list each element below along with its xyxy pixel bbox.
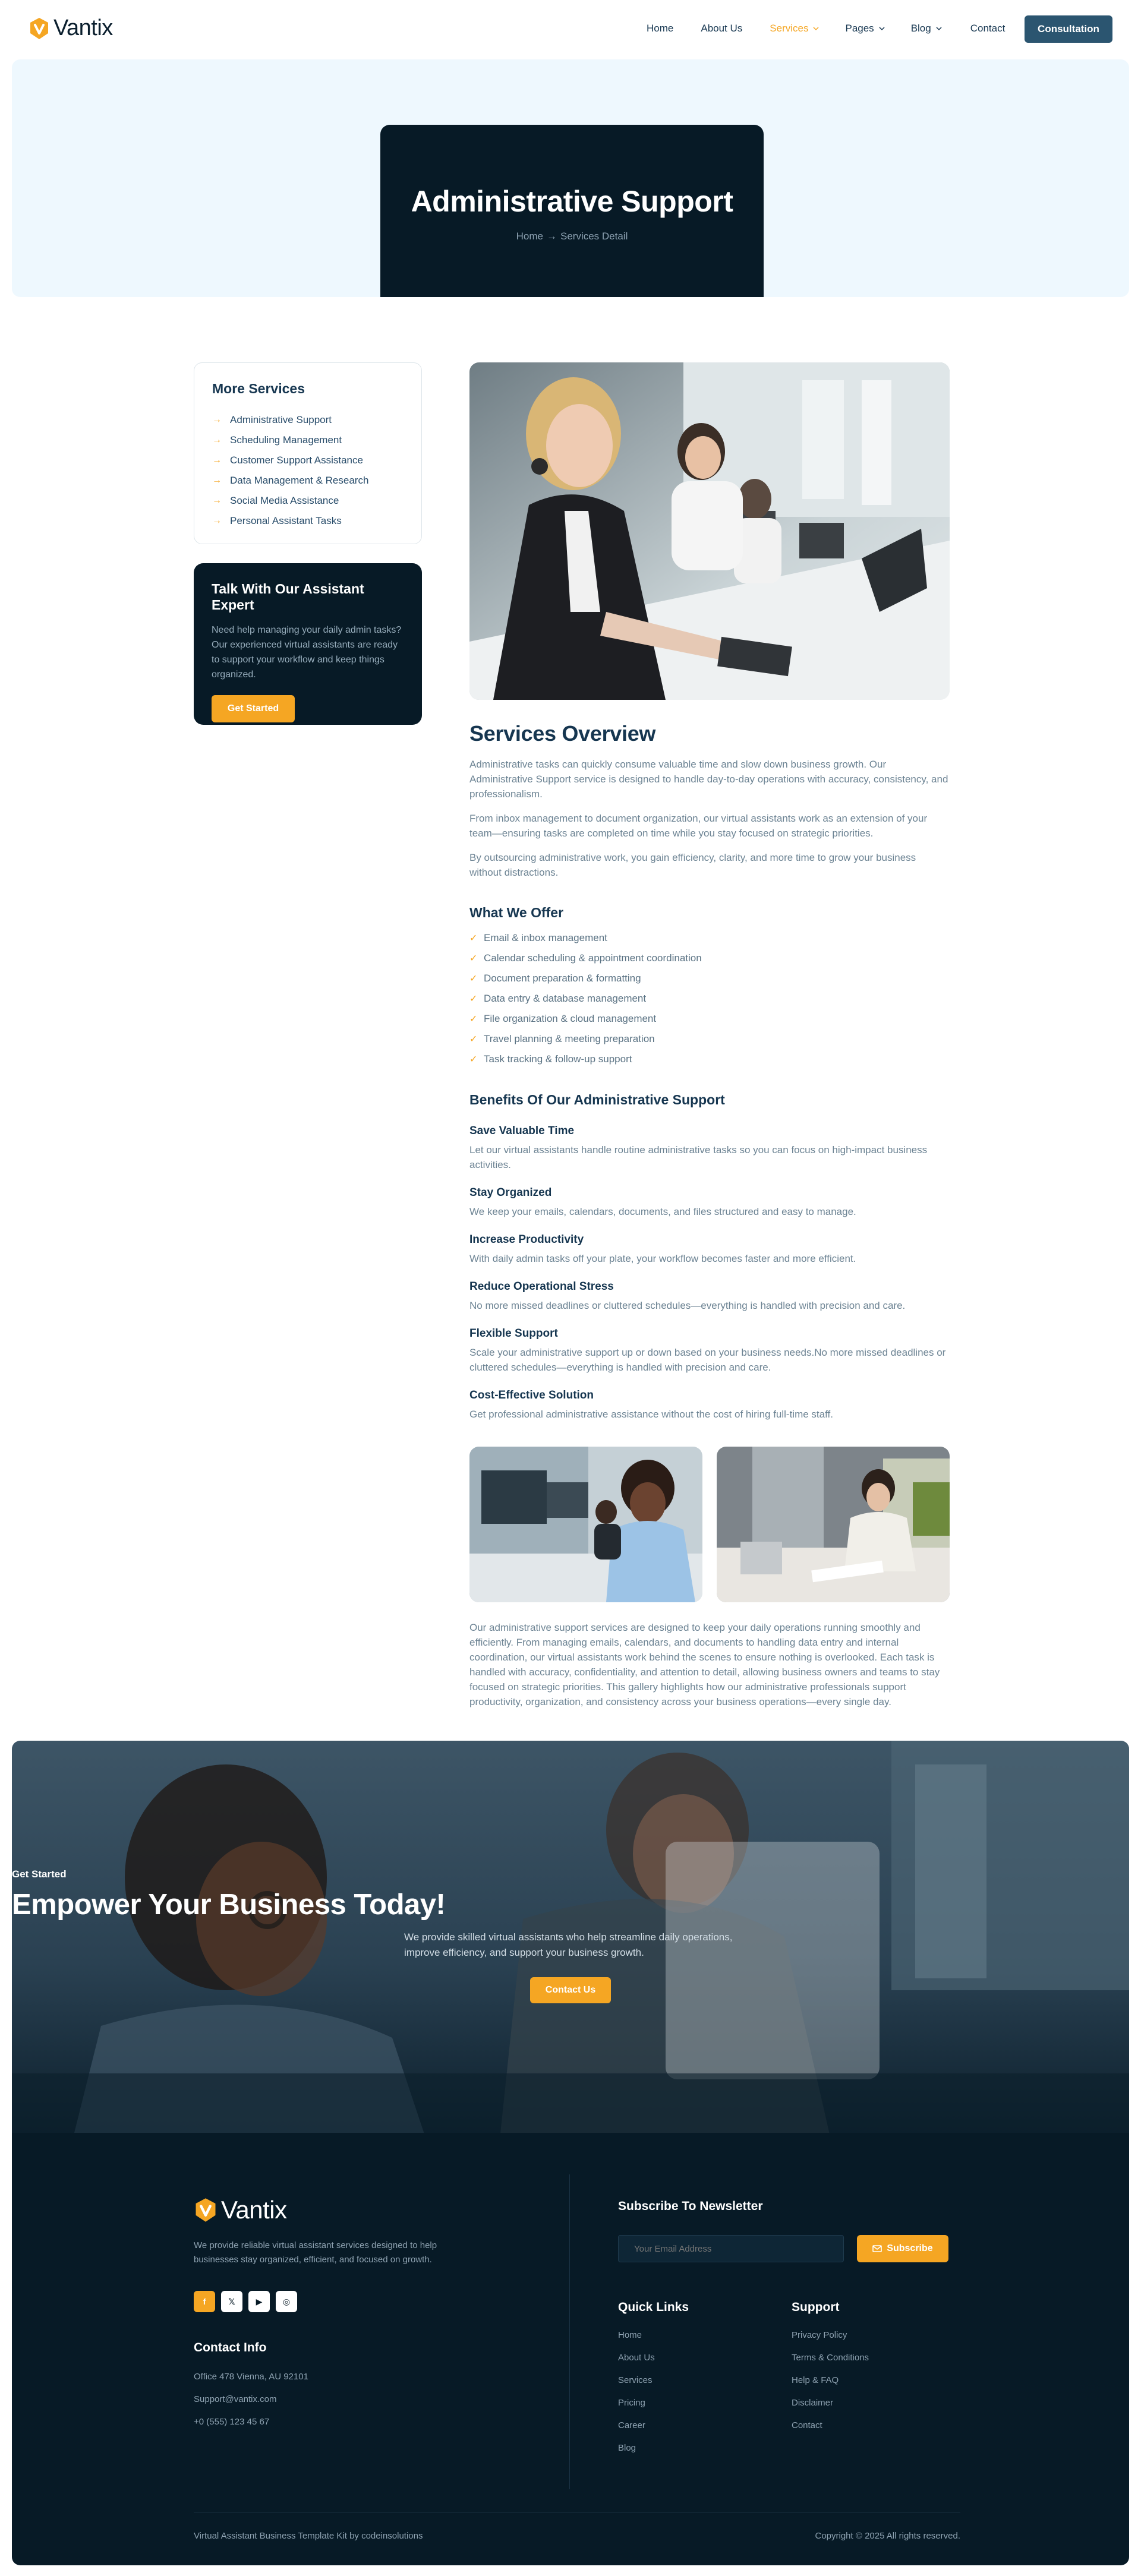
footer-divider [569, 2174, 570, 2489]
nav-label: Services [770, 23, 809, 34]
sidebar-item-customer-support[interactable] [212, 450, 404, 471]
footer-link-services[interactable]: Services [618, 2375, 653, 2385]
benefit-text: Get professional administrative assistance without the cost of hiring full-time staff. [469, 1409, 833, 1420]
footer-credit: Virtual Assistant Business Template Kit by codeinsolutions [194, 2531, 423, 2541]
sidebar-item-label: Social Media Assistance [230, 495, 339, 506]
nav-label: Home [647, 23, 674, 34]
offer-label: Email & inbox management [484, 932, 607, 943]
offer-label: Calendar scheduling & appointment coordination [484, 952, 702, 964]
contact-phone[interactable]: +0 (555) 123 45 67 [194, 2417, 270, 2427]
service-detail-content [469, 362, 950, 1709]
offer-label: Task tracking & follow-up support [484, 1053, 632, 1065]
offer-list [469, 928, 950, 1069]
cta-banner [12, 1741, 1129, 2145]
contact-info-title: Contact Info [194, 2341, 267, 2354]
expert-card [194, 563, 422, 725]
logo-text: Vantix [53, 15, 113, 40]
logo-shield-icon [194, 2197, 218, 2223]
nav-home[interactable] [647, 23, 673, 34]
benefit-text: Scale your administrative support up or down based on your business needs.No more missed deadlines or cluttered schedules—everything is handled with precision and care. [469, 1347, 946, 1373]
check-icon: ✓ [469, 954, 478, 964]
page-title: Administrative Support [411, 185, 733, 218]
offer-label: Travel planning & meeting preparation [484, 1033, 655, 1044]
chevron-down-icon [935, 24, 943, 33]
nav-label: Blog [910, 23, 931, 34]
benefit-title: Reduce Operational Stress [469, 1280, 614, 1293]
benefit-title: Flexible Support [469, 1327, 558, 1340]
footer-link-blog[interactable]: Blog [618, 2443, 636, 2453]
footer-link-terms[interactable]: Terms & Conditions [792, 2353, 869, 2363]
benefits-title: Benefits Of Our Administrative Support [469, 1092, 725, 1107]
chevron-down-icon [812, 24, 820, 33]
arrow-right-icon: → [212, 495, 222, 506]
offer-label: File organization & cloud management [484, 1013, 657, 1024]
footer-link-disclaimer[interactable]: Disclaimer [792, 2398, 834, 2408]
arrow-right-icon: → [212, 415, 222, 425]
benefits-list [469, 1125, 950, 1422]
check-icon: ✓ [469, 933, 478, 943]
site-footer [12, 2133, 1129, 2565]
call-center-illustration [469, 1447, 702, 1602]
contact-email[interactable]: Support@vantix.com [194, 2394, 277, 2404]
subscribe-label: Subscribe [887, 2243, 933, 2253]
get-started-button[interactable]: Get Started [212, 695, 295, 722]
breadcrumb-home[interactable]: Home [516, 231, 543, 242]
sidebar-item-label: Customer Support Assistance [230, 454, 363, 466]
footer-logo[interactable] [194, 2196, 287, 2224]
footer-link-privacy[interactable]: Privacy Policy [792, 2330, 847, 2340]
nav-blog[interactable] [911, 23, 943, 34]
youtube-icon[interactable]: ▶ [248, 2291, 270, 2312]
x-twitter-icon[interactable]: 𝕏 [221, 2291, 242, 2312]
breadcrumb [380, 231, 764, 242]
office-desk-illustration [717, 1447, 950, 1602]
list-item [469, 1049, 950, 1069]
offer-label: Document preparation & formatting [484, 973, 641, 984]
arrow-right-icon: → [212, 516, 222, 526]
benefit-title: Cost-Effective Solution [469, 1389, 594, 1401]
footer-link-home[interactable]: Home [618, 2330, 642, 2340]
sidebar-item-label: Scheduling Management [230, 434, 342, 446]
footer-link-pricing[interactable]: Pricing [618, 2398, 645, 2408]
offer-title: What We Offer [469, 905, 564, 920]
footer-link-contact[interactable]: Contact [792, 2420, 822, 2430]
nav-services[interactable] [770, 23, 820, 34]
site-header [0, 0, 1141, 59]
check-icon: ✓ [469, 974, 478, 984]
overview-paragraph: From inbox management to document organization, our virtual assistants work as an extension of your team—ensuring tasks are completed on time while you stay focused on strategic priorities. [469, 813, 928, 839]
hero-title-card [380, 125, 764, 297]
footer-copyright: Copyright © 2025 All rights reserved. [815, 2531, 960, 2541]
office-workers-illustration [469, 362, 950, 700]
expert-title: Talk With Our Assistant Expert [212, 581, 364, 613]
logo-shield-icon [29, 17, 50, 40]
footer-link-help[interactable]: Help & FAQ [792, 2375, 839, 2385]
list-item [469, 1009, 950, 1029]
benefit-text: Let our virtual assistants handle routine administrative tasks so you can focus on high-impact business activities. [469, 1144, 928, 1170]
nav-pages[interactable] [845, 23, 885, 34]
newsletter-email-input[interactable] [618, 2235, 844, 2262]
list-item [469, 928, 950, 948]
overview-paragraph: By outsourcing administrative work, you gain efficiency, clarity, and more time to grow your business without distractions. [469, 852, 916, 878]
nav-label: Contact [970, 23, 1006, 34]
benefit-title: Increase Productivity [469, 1233, 584, 1246]
benefit-text: No more missed deadlines or cluttered schedules—everything is handled with precision and care. [469, 1300, 906, 1311]
list-item [469, 1029, 950, 1049]
sidebar-item-personal-assistant[interactable] [212, 511, 404, 531]
list-item [469, 948, 950, 968]
arrow-right-icon: → [212, 475, 222, 485]
social-links [194, 2291, 297, 2312]
footer-link-career[interactable]: Career [618, 2420, 645, 2430]
site-logo[interactable] [29, 15, 113, 41]
overview-paragraph: Administrative tasks can quickly consume valuable time and slow down business growth. Our Administrative Support service is designed to handle day-to-day operations with accuracy, consistency, and professionalism. [469, 759, 948, 800]
check-icon: ✓ [469, 994, 478, 1004]
nav-about[interactable] [701, 23, 742, 34]
sidebar-item-scheduling[interactable] [212, 430, 404, 450]
overview-title: Services Overview [469, 721, 656, 746]
logo-text: Vantix [221, 2196, 287, 2224]
sidebar-item-label: Data Management & Research [230, 475, 369, 486]
service-gallery [469, 1447, 950, 1602]
mail-icon [872, 2244, 882, 2253]
arrow-right-icon: → [212, 455, 222, 465]
newsletter-title: Subscribe To Newsletter [618, 2199, 763, 2213]
main-nav [647, 23, 1005, 34]
subscribe-button[interactable] [857, 2235, 948, 2262]
contact-us-button[interactable]: Contact Us [530, 1977, 611, 2003]
gallery-image-call-center [469, 1447, 702, 1602]
nav-contact[interactable] [970, 23, 1006, 34]
more-services-title: More Services [212, 381, 305, 396]
benefit-text: With daily admin tasks off your plate, your workflow becomes faster and more efficient. [469, 1253, 856, 1264]
list-item [469, 989, 950, 1009]
sidebar-item-administrative-support[interactable] [212, 410, 404, 430]
chevron-down-icon [878, 24, 886, 33]
quick-links-title: Quick Links [618, 2300, 689, 2314]
gallery-description: Our administrative support services are designed to keep your daily operations running smoothly and efficiently. From managing emails, calendars, and documents to handling data entry and internal coordination, our virtual assistants work behind the scenes to ensure nothing is overlooked. Each task is handled with accuracy, confidentiality, and attention to detail, allowing business owners and teams to stay focused on strategic priorities. This gallery highlights how our administrative professionals support productivity, organization, and consistency across your business operations—every single day. [469, 1622, 940, 1707]
cta-text: We provide skilled virtual assistants who help streamline daily operations, improve efficiency, and support your business growth. [404, 1931, 733, 1958]
cta-eyebrow: Get Started [12, 1868, 67, 1880]
page-hero [12, 59, 1129, 297]
facebook-icon[interactable]: f [194, 2291, 215, 2312]
footer-link-about[interactable]: About Us [618, 2353, 655, 2363]
main-service-image [469, 362, 950, 700]
footer-description: We provide reliable virtual assistant services designed to help businesses stay organized, efficient, and focused on growth. [194, 2240, 437, 2265]
consultation-button[interactable]: Consultation [1025, 15, 1112, 43]
check-icon: ✓ [469, 1034, 478, 1044]
sidebar-item-label: Administrative Support [230, 414, 332, 425]
sidebar-item-data-management[interactable] [212, 471, 404, 491]
instagram-icon[interactable]: ◎ [276, 2291, 297, 2312]
gallery-image-office-desk [717, 1447, 950, 1602]
benefit-title: Save Valuable Time [469, 1125, 575, 1137]
list-item [469, 968, 950, 989]
cta-title: Empower Your Business Today! [12, 1889, 446, 1921]
benefit-text: We keep your emails, calendars, documents, and files structured and easy to manage. [469, 1206, 856, 1217]
offer-label: Data entry & database management [484, 993, 647, 1004]
sidebar-item-label: Personal Assistant Tasks [230, 515, 342, 526]
more-services-card [194, 362, 422, 544]
support-title: Support [792, 2300, 840, 2314]
contact-address: Office 478 Vienna, AU 92101 [194, 2372, 308, 2382]
benefit-title: Stay Organized [469, 1186, 552, 1199]
breadcrumb-current: Services Detail [560, 231, 628, 242]
expert-text: Need help managing your daily admin tasks? Our experienced virtual assistants are ready to support your workflow and keep things organized. [212, 625, 402, 680]
arrow-right-icon: → [212, 435, 222, 445]
sidebar-item-social-media[interactable] [212, 491, 404, 511]
nav-label: Pages [845, 23, 874, 34]
check-icon: ✓ [469, 1055, 478, 1065]
check-icon: ✓ [469, 1014, 478, 1024]
breadcrumb-arrow-icon: → [546, 231, 557, 242]
nav-label: About Us [701, 23, 743, 34]
